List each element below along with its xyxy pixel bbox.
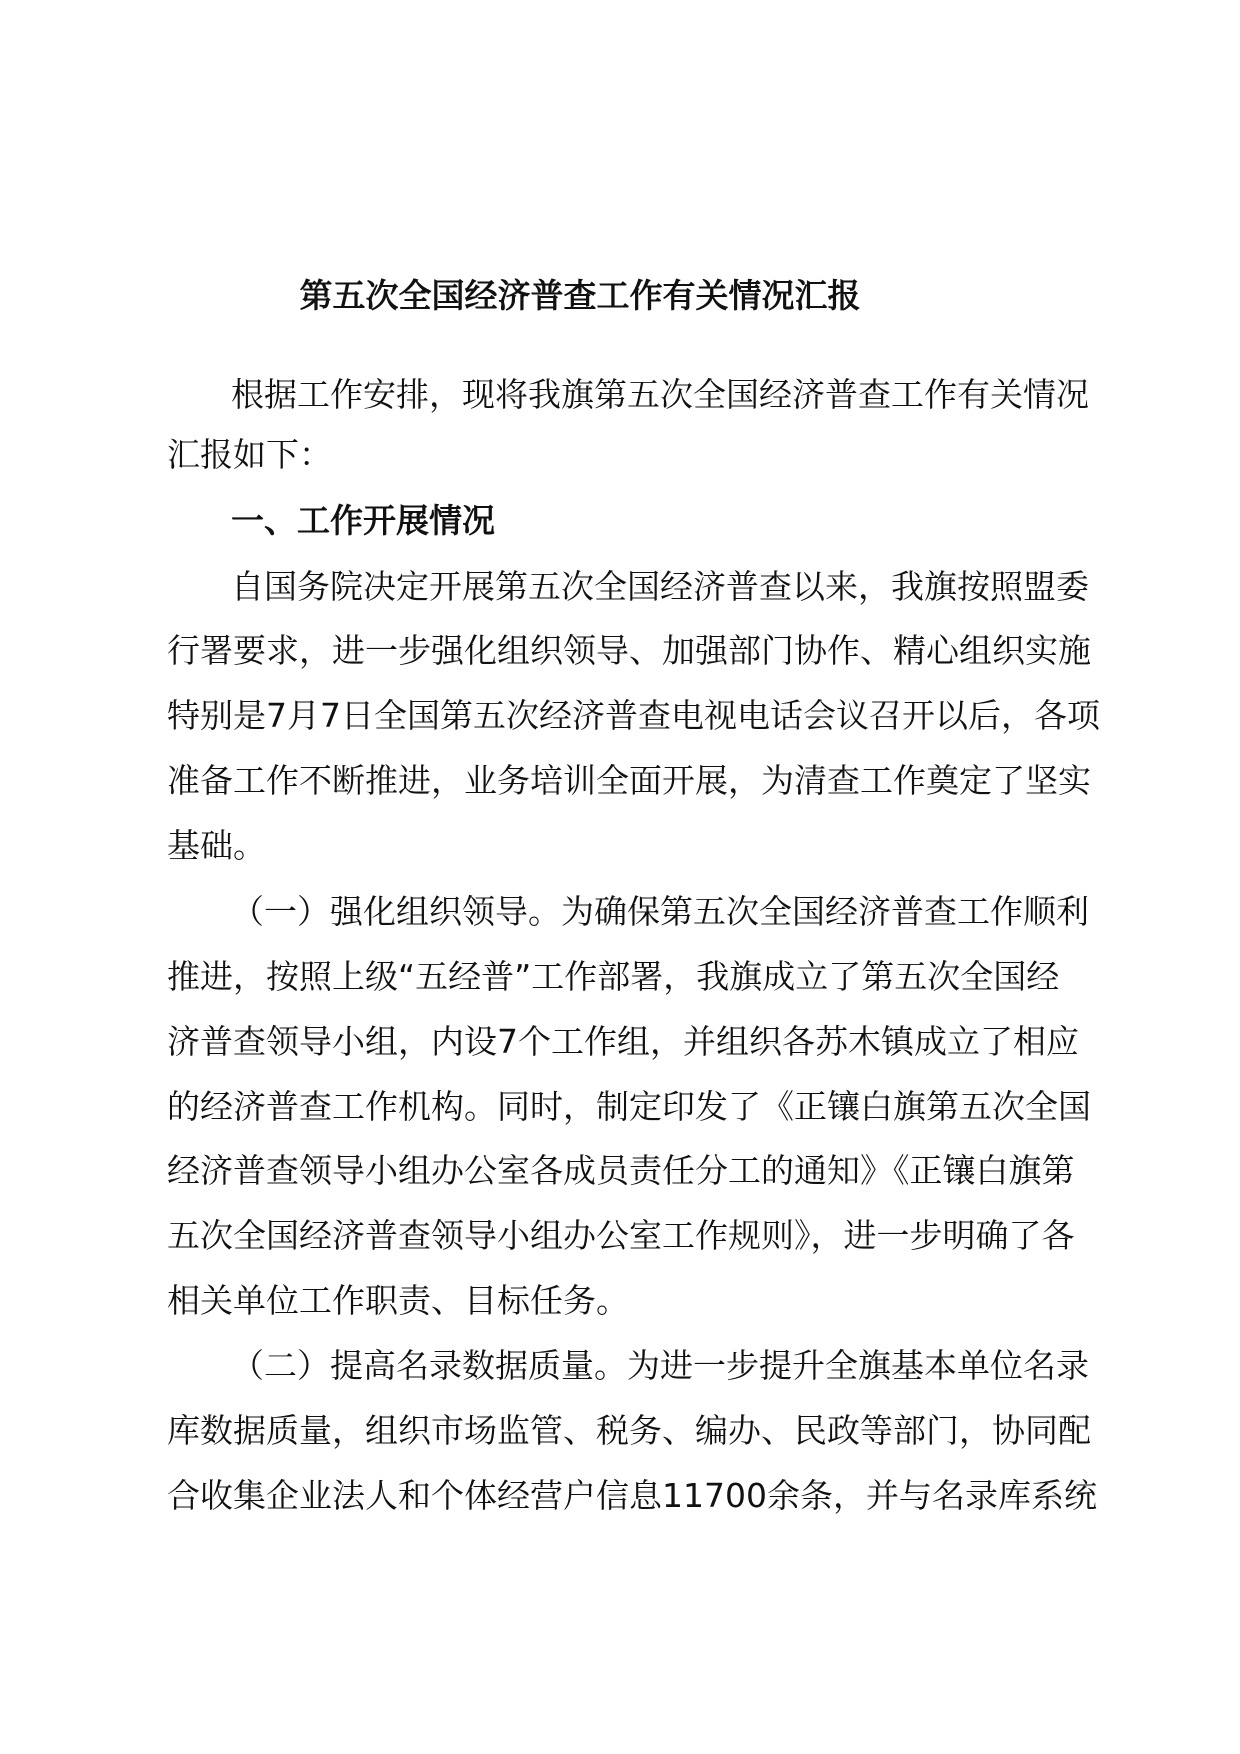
section-heading: 一、工作开展情况 [231,501,495,540]
paragraph-line: 相关单位工作职责、目标任务。 [167,1281,629,1320]
paragraph-line: （二）提高名录数据质量。为进一步提升全旗基本单位名录 [231,1346,1089,1385]
paragraph-line: 济普查领导小组，内设7个工作组，并组织各苏木镇成立了相应 [167,1022,1079,1061]
paragraph-line: 特别是7月7日全国第五次经济普查电视电话会议召开以后，各项 [167,696,1100,735]
paragraph-line: 自国务院决定开展第五次全国经济普查以来，我旗按照盟委 [231,567,1089,606]
paragraph-line: 推进，按照上级“五经普”工作部署，我旗成立了第五次全国经 [167,957,1060,996]
paragraph-line: 五次全国经济普查领导小组办公室工作规则》，进一步明确了各 [167,1216,1075,1255]
paragraph-line: 行署要求，进一步强化组织领导、加强部门协作、精心组织实施 [167,631,1091,670]
paragraph-line: 汇报如下： [167,435,332,474]
document-title: 第五次全国经济普查工作有关情况汇报 [299,276,861,315]
paragraph-line: 经济普查领导小组办公室各成员责任分工的通知》《正镶白旗第 [167,1151,1075,1190]
paragraph-line: 的经济普查工作机构。同时，制定印发了《正镶白旗第五次全国 [167,1087,1091,1126]
paragraph-line: 基础。 [167,826,266,865]
paragraph-line: 合收集企业法人和个体经营户信息11700余条，并与名录库系统 [167,1476,1097,1515]
paragraph-line: 库数据质量，组织市场监管、税务、编办、民政等部门，协同配 [167,1411,1091,1450]
paragraph-line: 准备工作不断推进，业务培训全面开展，为清查工作奠定了坚实 [167,761,1091,800]
paragraph-line: 根据工作安排，现将我旗第五次全国经济普查工作有关情况 [231,375,1089,414]
paragraph-line: （一）强化组织领导。为确保第五次全国经济普查工作顺利 [231,892,1089,931]
